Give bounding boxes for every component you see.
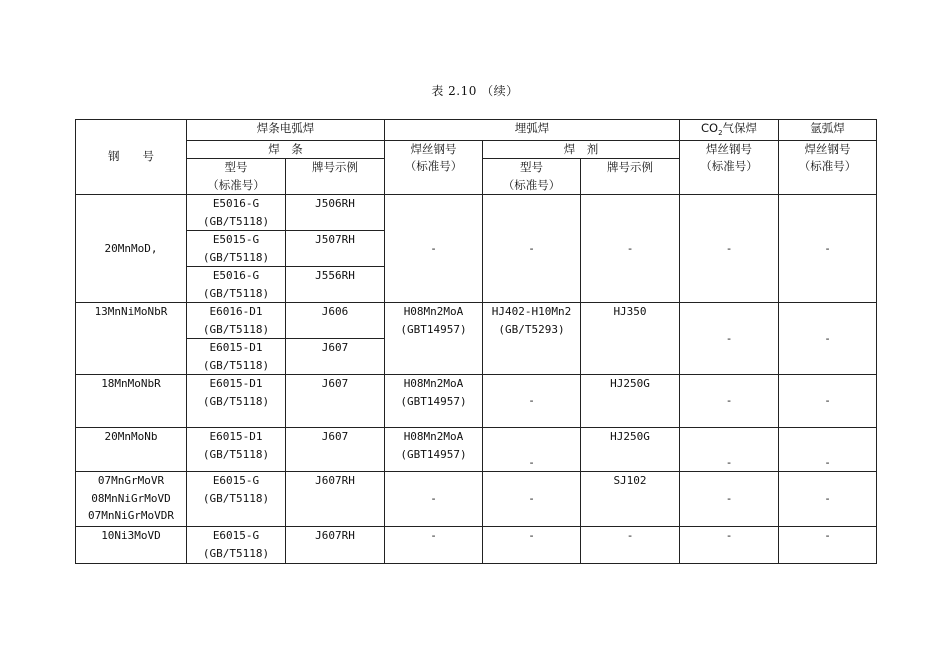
flux-type: - <box>483 375 581 428</box>
saw-wire-standard: (GBT14957) <box>400 322 467 336</box>
flux-brand: HJ350 <box>581 303 680 375</box>
header-co2-wire <box>680 140 779 195</box>
flux-type: - <box>483 195 581 303</box>
electrode-type: E5016-G <box>212 197 260 210</box>
table-row <box>76 303 877 339</box>
header-argon-wire-std: （标准号） <box>798 159 857 173</box>
argon-wire: - <box>779 472 877 527</box>
electrode-brand: J607 <box>286 375 385 428</box>
header-co2-wire-label: 焊丝钢号 <box>706 141 753 156</box>
flux-type: HJ402-H10Mn2 <box>491 305 572 318</box>
steel-grade-cell <box>76 472 187 527</box>
flux-brand: HJ250G <box>581 428 680 472</box>
flux-brand: - <box>581 195 680 303</box>
argon-wire: - <box>779 527 877 564</box>
steel-grade: 10Ni3MoVD <box>101 529 161 542</box>
argon-wire: - <box>779 428 877 472</box>
electrode-standard: (GB/T5118) <box>202 447 270 461</box>
flux-brand: - <box>581 527 680 564</box>
header-electrode: 焊 条 <box>187 140 385 159</box>
electrode-type: E6015-D1 <box>209 341 263 354</box>
electrode-standard: (GB/T5118) <box>202 491 270 505</box>
electrode-standard: (GB/T5118) <box>202 214 270 228</box>
steel-grade-cell <box>76 428 187 472</box>
co2-wire: - <box>680 527 779 564</box>
steel-grade: 20MnMoNb <box>104 430 158 443</box>
header-flux-type-label: 型号 <box>520 160 543 174</box>
header-saw: 埋弧焊 <box>385 120 680 141</box>
steel-grade: 07MnGrMoVR <box>97 474 165 487</box>
electrode-standard: (GB/T5118) <box>202 358 270 372</box>
saw-wire-standard: (GBT14957) <box>400 394 467 408</box>
steel-grade: 18MnMoNbR <box>101 377 161 390</box>
header-argon: 氩弧焊 <box>779 120 877 141</box>
steel-grade: 08MnNiGrMoVD <box>91 491 171 505</box>
header-argon-wire-label: 焊丝钢号 <box>804 141 851 156</box>
header-flux-type <box>483 159 581 195</box>
electrode-brand: J607RH <box>286 527 385 564</box>
co2-wire: - <box>680 195 779 303</box>
electrode-type-cell <box>187 527 286 564</box>
electrode-standard: (GB/T5118) <box>202 322 270 336</box>
steel-grade-cell <box>76 527 187 564</box>
electrode-brand: J607 <box>286 428 385 472</box>
header-steel: 钢 号 <box>76 120 187 195</box>
electrode-brand: J506RH <box>286 195 385 231</box>
header-saw-wire-label: 焊丝钢号 <box>410 141 457 156</box>
header-co2-sub: 2 <box>718 129 723 137</box>
steel-grade-cell <box>76 303 187 375</box>
table-row <box>76 428 877 472</box>
header-electrode-type-label: 型号 <box>224 160 248 174</box>
argon-wire: - <box>779 303 877 375</box>
co2-wire: - <box>680 303 779 375</box>
electrode-type: E5016-G <box>212 269 260 282</box>
flux-type-cell <box>483 303 581 375</box>
saw-wire-cell <box>385 303 483 375</box>
argon-wire: - <box>779 375 877 428</box>
co2-wire: - <box>680 375 779 428</box>
table-row <box>76 472 877 527</box>
header-co2-b: 气保焊 <box>722 121 758 135</box>
electrode-brand: J607RH <box>286 472 385 527</box>
electrode-type: E6015-D1 <box>209 377 263 390</box>
electrode-type-cell <box>187 472 286 527</box>
saw-wire: - <box>385 527 483 564</box>
steel-grade: 07MnNiGrMoVDR <box>87 509 175 522</box>
flux-type-standard: (GB/T5293) <box>498 322 565 336</box>
steel-grade: 13MnNiMoNbR <box>94 305 168 318</box>
electrode-brand: J606 <box>286 303 385 339</box>
saw-wire: H08Mn2MoA <box>403 430 464 443</box>
electrode-standard: (GB/T5118) <box>202 546 270 560</box>
saw-wire-cell <box>385 428 483 472</box>
header-argon-wire <box>779 140 877 195</box>
electrode-type: E6015-G <box>212 529 260 542</box>
electrode-standard: (GB/T5118) <box>202 286 270 300</box>
electrode-type-cell <box>187 195 286 231</box>
saw-wire-cell <box>385 375 483 428</box>
electrode-standard: (GB/T5118) <box>202 250 270 264</box>
electrode-type-cell <box>187 303 286 339</box>
electrode-type: E5015-G <box>212 233 260 246</box>
electrode-brand: J556RH <box>286 267 385 303</box>
argon-wire: - <box>779 195 877 303</box>
header-flux: 焊 剂 <box>483 140 680 159</box>
steel-grade: 20MnMoD, <box>104 241 158 255</box>
flux-type: - <box>483 472 581 527</box>
electrode-type-cell <box>187 267 286 303</box>
co2-wire: - <box>680 472 779 527</box>
table-row <box>76 527 877 564</box>
header-electrode-type <box>187 159 286 195</box>
table-row <box>76 195 877 231</box>
steel-grade-cell <box>76 375 187 428</box>
electrode-type: E6015-D1 <box>209 430 263 443</box>
header-co2 <box>680 120 779 141</box>
table-caption: 表 2.10 （续） <box>431 84 519 98</box>
electrode-brand: J507RH <box>286 231 385 267</box>
electrode-type-cell <box>187 428 286 472</box>
welding-materials-table <box>75 119 877 564</box>
header-co2-wire-std: （标准号） <box>700 159 758 173</box>
flux-brand: SJ102 <box>581 472 680 527</box>
saw-wire: - <box>385 472 483 527</box>
electrode-type: E6016-D1 <box>209 305 263 318</box>
electrode-standard: (GB/T5118) <box>202 394 270 408</box>
header-saw-wire-std: （标准号） <box>404 159 463 173</box>
co2-wire: - <box>680 428 779 472</box>
saw-wire: H08Mn2MoA <box>403 305 464 318</box>
header-co2-a: CO <box>700 121 719 135</box>
header-flux-brand: 牌号示例 <box>581 159 680 195</box>
flux-type: - <box>483 428 581 472</box>
saw-wire-standard: (GBT14957) <box>400 447 467 461</box>
electrode-type: E6015-G <box>212 474 260 487</box>
electrode-type-cell <box>187 375 286 428</box>
table-row <box>76 375 877 428</box>
saw-wire: H08Mn2MoA <box>403 377 464 390</box>
flux-type: - <box>483 527 581 564</box>
header-smaw: 焊条电弧焊 <box>187 120 385 141</box>
header-electrode-brand: 牌号示例 <box>286 159 385 195</box>
header-saw-wire <box>385 140 483 195</box>
steel-grade-cell <box>76 195 187 303</box>
electrode-type-cell <box>187 231 286 267</box>
header-flux-type-std: （标准号） <box>502 177 561 192</box>
electrode-type-cell <box>187 339 286 375</box>
header-electrode-type-std: （标准号） <box>207 177 265 192</box>
flux-brand: HJ250G <box>581 375 680 428</box>
electrode-brand: J607 <box>286 339 385 375</box>
saw-wire: - <box>385 195 483 303</box>
